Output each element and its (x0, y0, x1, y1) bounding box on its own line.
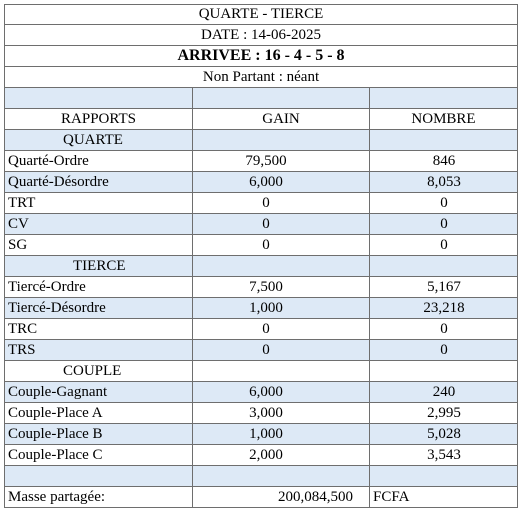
title: QUARTE - TIERCE (5, 5, 518, 25)
row-gain: 0 (193, 214, 370, 235)
row-gain: 1,000 (193, 298, 370, 319)
row-nombre: 5,167 (370, 277, 518, 298)
empty-cell (370, 361, 518, 382)
row-gain: 2,000 (193, 445, 370, 466)
row-label: Quarté-Désordre (5, 172, 193, 193)
table-row (5, 151, 518, 172)
col-nombre: NOMBRE (370, 109, 518, 130)
row-gain: 3,000 (193, 403, 370, 424)
empty-cell (370, 88, 518, 109)
row-label: Couple-Place B (5, 424, 193, 445)
table-row (5, 445, 518, 466)
row-nombre: 2,995 (370, 403, 518, 424)
empty-cell (193, 256, 370, 277)
row-nombre: 8,053 (370, 172, 518, 193)
row-gain: 0 (193, 319, 370, 340)
row-label: Couple-Gagnant (5, 382, 193, 403)
row-nombre: 240 (370, 382, 518, 403)
section-row-tierce (5, 256, 518, 277)
table-row (5, 298, 518, 319)
row-label: CV (5, 214, 193, 235)
empty-cell (370, 256, 518, 277)
table-row (5, 424, 518, 445)
table-row (5, 172, 518, 193)
row-gain: 79,500 (193, 151, 370, 172)
row-label: TRT (5, 193, 193, 214)
row-label: SG (5, 235, 193, 256)
masse-row (5, 487, 518, 508)
row-label: Tiercé-Désordre (5, 298, 193, 319)
section-tierce: TIERCE (5, 256, 193, 277)
empty-cell (370, 466, 518, 487)
row-gain: 1,000 (193, 424, 370, 445)
masse-label: Masse partagée: (5, 487, 193, 508)
column-header-row (5, 109, 518, 130)
row-gain: 0 (193, 340, 370, 361)
table-row (5, 382, 518, 403)
table-row (5, 193, 518, 214)
empty-cell (370, 130, 518, 151)
row-gain: 0 (193, 235, 370, 256)
table-row (5, 235, 518, 256)
table-row (5, 277, 518, 298)
row-label: TRS (5, 340, 193, 361)
row-nombre: 23,218 (370, 298, 518, 319)
row-label: Couple-Place A (5, 403, 193, 424)
empty-cell (193, 361, 370, 382)
spacer-row (5, 466, 518, 487)
row-gain: 6,000 (193, 172, 370, 193)
empty-cell (193, 130, 370, 151)
row-nombre: 5,028 (370, 424, 518, 445)
table-row (5, 319, 518, 340)
date-row (5, 25, 518, 46)
section-row-couple (5, 361, 518, 382)
row-label: Tiercé-Ordre (5, 277, 193, 298)
currency: FCFA (370, 487, 518, 508)
empty-cell (193, 466, 370, 487)
results-table (4, 4, 518, 508)
non-partant: Non Partant : néant (5, 67, 518, 88)
empty-cell (5, 466, 193, 487)
date: DATE : 14-06-2025 (5, 25, 518, 46)
col-gain: GAIN (193, 109, 370, 130)
spacer-row (5, 88, 518, 109)
masse-value: 200,084,500 (193, 487, 370, 508)
section-quarte: QUARTE (5, 130, 193, 151)
row-label: TRC (5, 319, 193, 340)
row-nombre: 3,543 (370, 445, 518, 466)
row-gain: 7,500 (193, 277, 370, 298)
row-nombre: 0 (370, 214, 518, 235)
title-row (5, 5, 518, 25)
table-row (5, 340, 518, 361)
non-partant-row (5, 67, 518, 88)
col-rapports: RAPPORTS (5, 109, 193, 130)
row-nombre: 0 (370, 319, 518, 340)
row-label: Couple-Place C (5, 445, 193, 466)
empty-cell (193, 88, 370, 109)
arrivee: ARRIVEE : 16 - 4 - 5 - 8 (5, 46, 518, 67)
row-gain: 6,000 (193, 382, 370, 403)
arrivee-row (5, 46, 518, 67)
row-gain: 0 (193, 193, 370, 214)
row-nombre: 0 (370, 340, 518, 361)
row-nombre: 0 (370, 193, 518, 214)
row-label: Quarté-Ordre (5, 151, 193, 172)
table-row (5, 403, 518, 424)
section-row-quarte (5, 130, 518, 151)
empty-cell (5, 88, 193, 109)
table-row (5, 214, 518, 235)
row-nombre: 846 (370, 151, 518, 172)
section-couple: COUPLE (5, 361, 193, 382)
row-nombre: 0 (370, 235, 518, 256)
